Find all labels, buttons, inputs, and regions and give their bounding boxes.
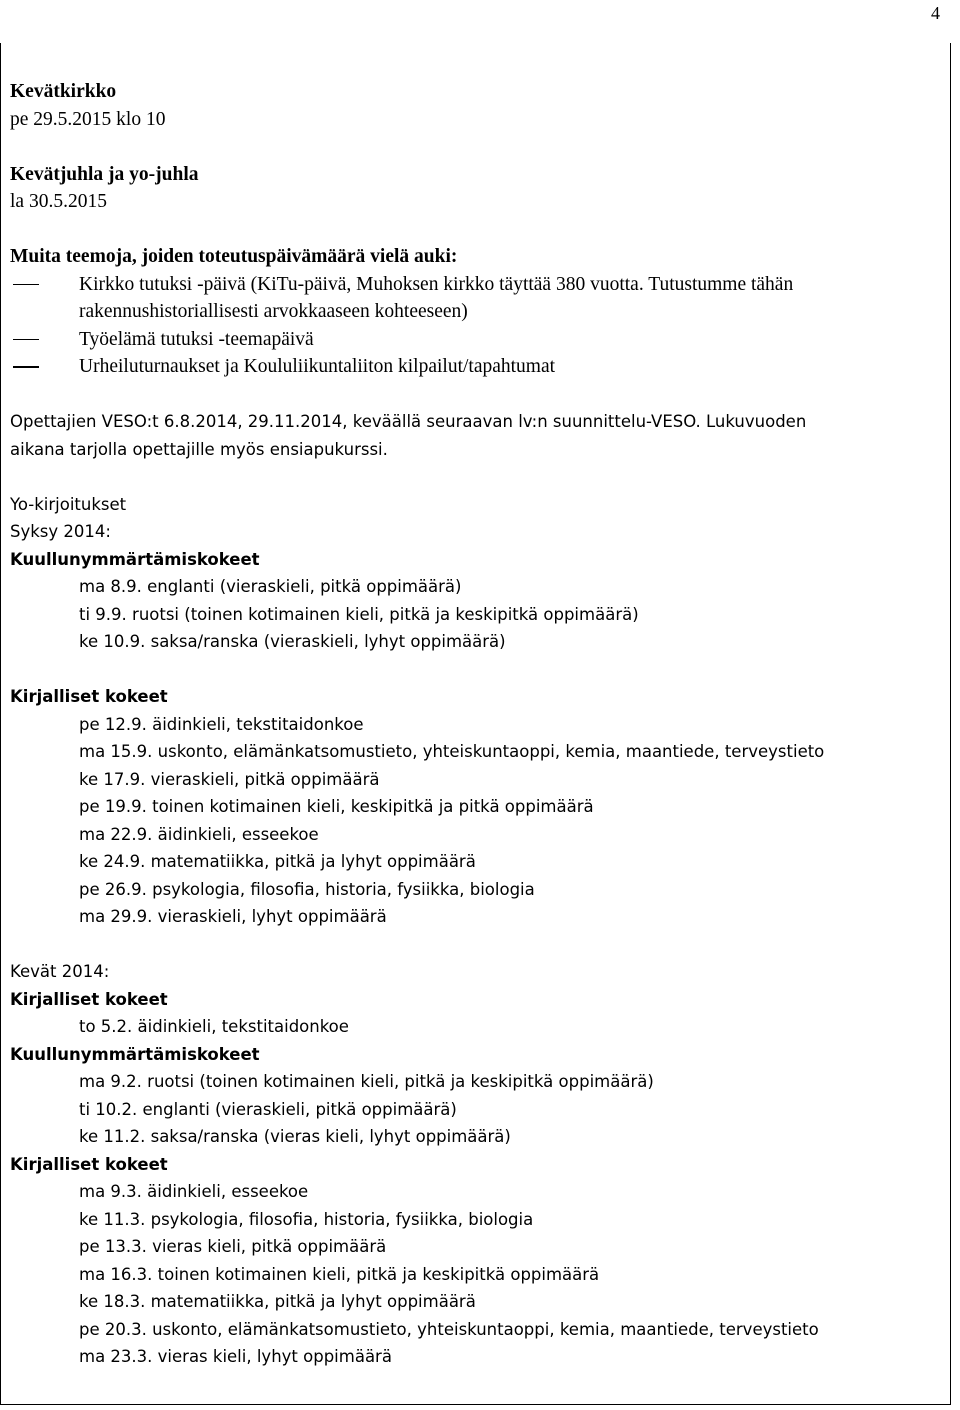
veso-section [10,408,945,463]
exam-entry: to 5.2. äidinkieli, tekstitaidonkoe [79,1017,349,1036]
exam-entry: ma 29.9. vieraskieli, lyhyt oppimäärä [79,907,387,926]
spring-church-section [10,78,945,133]
theme-item-text: Kirkko tutuksi -päivä (KiTu-päivä, Muhoksen kirkko täyttää 380 vuotta. Tutustumme tähän [79,273,794,295]
dash-bullet [13,339,39,341]
veso-line: aikana tarjolla opettajille myös ensiapukurssi. [10,439,388,459]
exam-entry: ma 15.9. uskonto, elämänkatsomustieto, yhteiskuntaoppi, kemia, maantiede, terveystieto [79,742,825,761]
exam-entry: ma 8.9. englanti (vieraskieli, pitkä oppimäärä) [79,577,462,596]
exam-entry: ke 18.3. matematiikka, pitkä ja lyhyt oppimäärä [79,1292,476,1311]
matriculation-title: Yo-kirjoitukset [10,494,127,514]
veso-line: Opettajien VESO:t 6.8.2014, 29.11.2014, keväällä seuraavan lv:n suunnittelu-VESO. Lukuvuoden [10,412,807,431]
matriculation-section [10,491,945,1371]
exam-entry: ma 22.9. äidinkieli, esseekoe [79,824,319,844]
autumn-title: Syksy 2014: [10,522,111,541]
exam-entry: pe 26.9. psykologia, filosofia, historia, fysiikka, biologia [79,879,535,899]
theme-item-continuation: rakennushistoriallisesti arvokkaaseen kohteeseen) [79,301,468,322]
spring-written2-heading: Kirjalliset kokeet [10,1154,168,1174]
page-number: 4 [931,3,940,23]
exam-entry: ke 10.9. saksa/ranska (vieraskieli, lyhyt oppimäärä) [79,632,506,651]
other-themes-section [10,243,945,381]
exam-entry: pe 19.9. toinen kotimainen kieli, keskipitkä ja pitkä oppimäärä [79,797,594,816]
exam-entry: ma 16.3. toinen kotimainen kieli, pitkä ja keskipitkä oppimäärä [79,1264,600,1284]
document-body [10,78,945,1371]
exam-entry: pe 20.3. uskonto, elämänkatsomustieto, yhteiskuntaoppi, kemia, maantiede, terveystieto [79,1319,819,1339]
exam-entry: ke 11.3. psykologia, filosofia, historia, fysiikka, biologia [79,1209,534,1229]
exam-entry: ke 11.2. saksa/ranska (vieras kieli, lyhyt oppimäärä) [79,1127,511,1146]
autumn-listening-heading: Kuullunymmärtämiskokeet [10,549,260,569]
exam-entry: ke 24.9. matematiikka, pitkä ja lyhyt oppimäärä [79,852,476,871]
spring-listening-heading: Kuullunymmärtämiskokeet [10,1044,260,1064]
theme-item [10,271,945,299]
spring-party-title: Kevätjuhla ja yo-juhla [10,163,199,185]
spring-church-date: pe 29.5.2015 klo 10 [10,108,166,130]
dash-bullet [13,366,39,368]
theme-item-text: Urheiluturnaukset ja Koululiikuntaliiton kilpailut/tapahtumat [79,356,556,377]
theme-item [10,353,945,381]
spring-church-title: Kevätkirkko [10,81,117,102]
other-themes-heading: Muita teemoja, joiden toteutuspäivämäärä vielä auki: [10,246,458,267]
exam-entry: ma 23.3. vieras kieli, lyhyt oppimäärä [79,1347,392,1366]
exam-entry: ti 9.9. ruotsi (toinen kotimainen kieli, pitkä ja keskipitkä oppimäärä) [79,604,639,624]
autumn-written-heading: Kirjalliset kokeet [10,687,168,706]
dash-bullet [13,284,39,286]
theme-item [10,326,945,354]
spring-party-section [10,161,945,216]
spring-party-date: la 30.5.2015 [10,191,107,212]
exam-entry: pe 12.9. äidinkieli, tekstitaidonkoe [79,714,364,734]
exam-entry: ke 17.9. vieraskieli, pitkä oppimäärä [79,769,380,789]
exam-entry: ma 9.2. ruotsi (toinen kotimainen kieli, pitkä ja keskipitkä oppimäärä) [79,1072,654,1091]
spring-title: Kevät 2014: [10,962,110,981]
theme-item-text: Työelämä tutuksi -teemapäivä [79,328,314,350]
exam-entry: pe 13.3. vieras kieli, pitkä oppimäärä [79,1237,387,1256]
exam-entry: ti 10.2. englanti (vieraskieli, pitkä oppimäärä) [79,1099,457,1119]
spring-written1-heading: Kirjalliset kokeet [10,989,168,1009]
exam-entry: ma 9.3. äidinkieli, esseekoe [79,1182,309,1201]
